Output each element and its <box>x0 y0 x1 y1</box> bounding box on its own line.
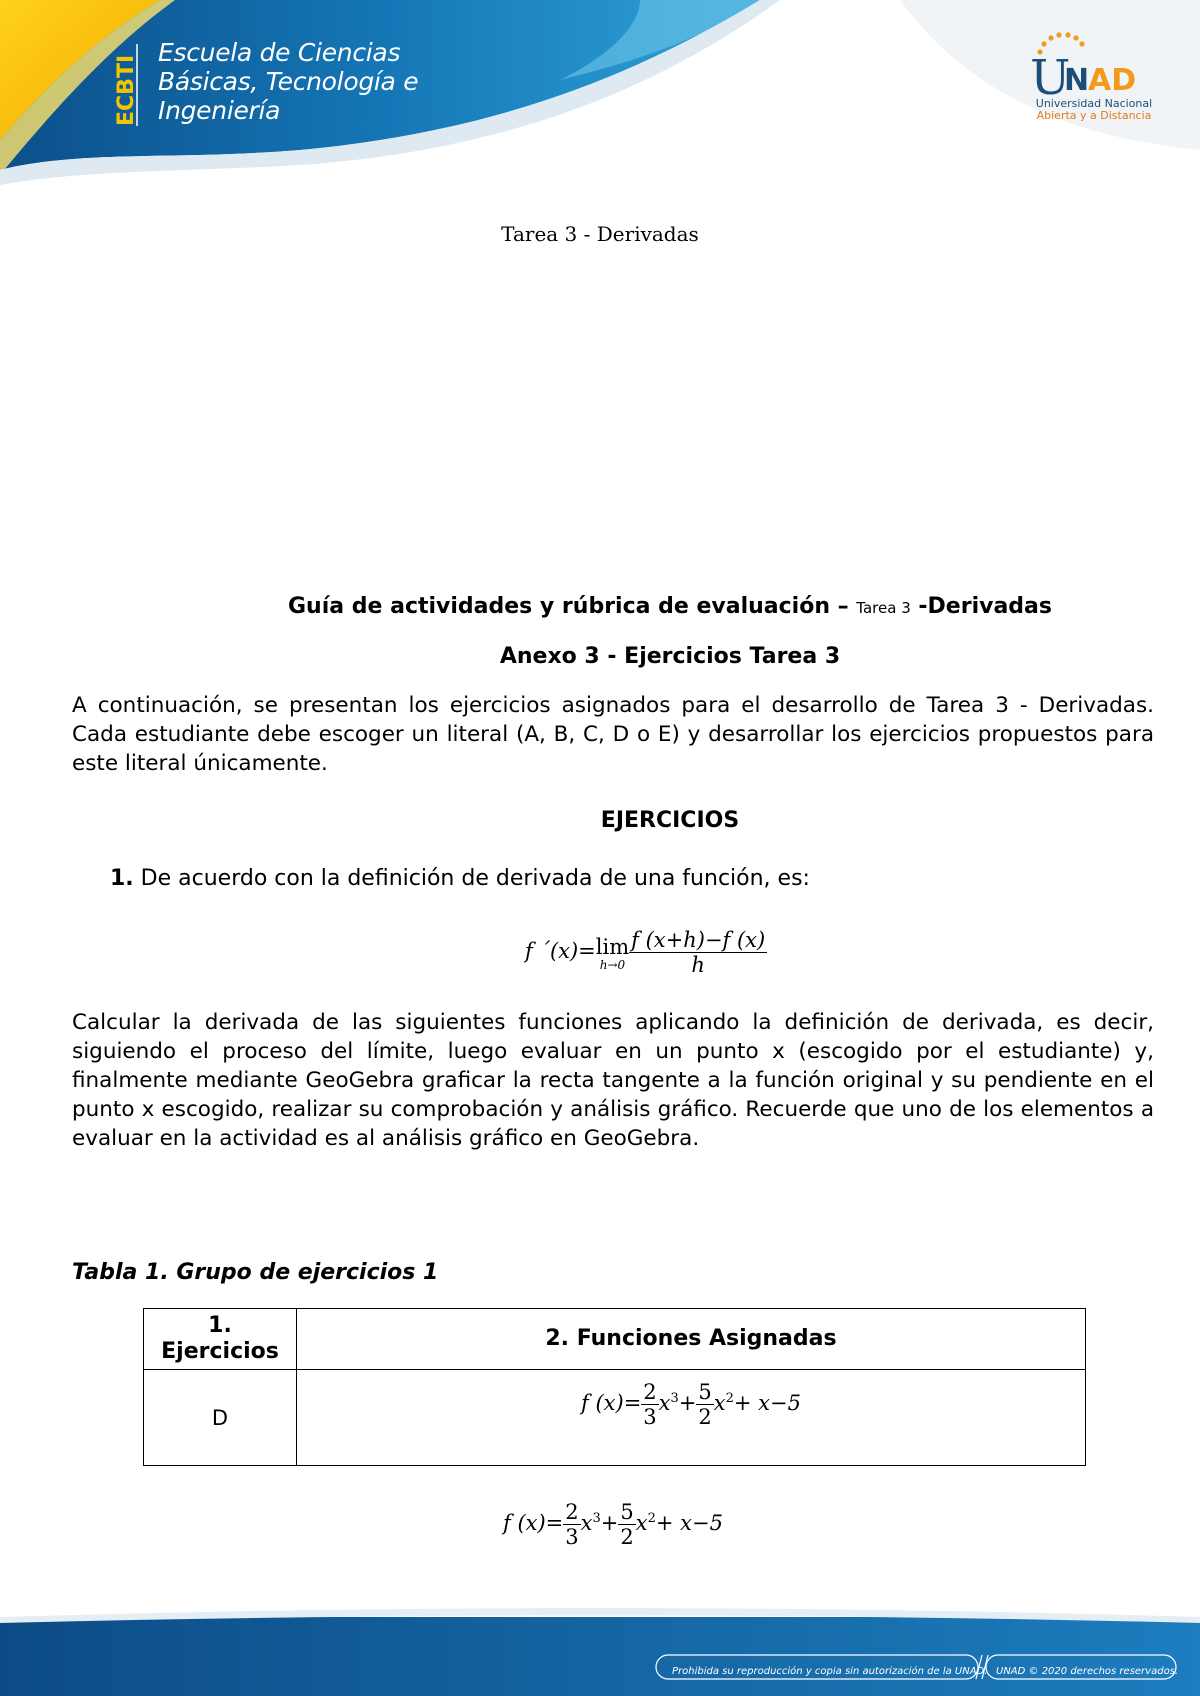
formula-lim-sub: h→0 <box>599 957 626 972</box>
fn-tail: + x−5 <box>733 1391 801 1415</box>
school-name-line2: Básicas, Tecnología e <box>158 67 419 96</box>
table-function-formula <box>581 1380 801 1429</box>
school-name-line3: Ingeniería <box>158 96 281 125</box>
table-caption: Tabla 1. Grupo de ejercicios 1 <box>72 1260 439 1285</box>
table-header-ejercicios-text: 1. Ejercicios <box>161 1313 279 1364</box>
ecbti-vertical-label <box>113 42 139 128</box>
formula-limit <box>596 935 629 971</box>
guide-title <box>0 594 1200 619</box>
fn-p3: 3 <box>670 1391 679 1406</box>
exercise-item-1 <box>110 866 810 891</box>
fn2-lhs: f (x)= <box>503 1511 564 1535</box>
footer-copy-notice: Prohibida su reproducción y copia sin autorización de la UNAD. <box>672 1666 988 1677</box>
document-title: Tarea 3 - Derivadas <box>501 222 699 246</box>
school-name-line1: Escuela de Ciencias <box>158 38 401 67</box>
footer-band <box>0 1605 1200 1696</box>
guide-title-part-b: -Derivadas <box>910 594 1052 619</box>
table-header-row <box>144 1309 1086 1370</box>
instructions-paragraph: Calcular la derivada de las siguientes funciones aplicando la definición de derivada, es decir, siguiendo el proceso del límite, luego evaluar en un punto x (escogido por el estudiante) y, finalmente mediante GeoGebra graficar la recta tangente a la función original y su pendiente en el punto x escogido, realizar su comprobación y análisis gráfico. Recuerde que uno de los elementos a evaluar en la actividad es al análisis gráfico en GeoGebra. <box>72 1010 1154 1151</box>
fn2-frac-a <box>563 1500 580 1549</box>
table-cell-literal: D <box>144 1370 297 1466</box>
annex-title: Anexo 3 - Ejercicios Tarea 3 <box>499 644 841 669</box>
ejercicios-heading: EJERCICIOS <box>600 808 740 833</box>
unad-caption-line2: Abierta y a Distancia <box>1036 109 1152 122</box>
fn-x3: x <box>658 1391 671 1415</box>
table-cell-function <box>297 1370 1086 1466</box>
guide-title-small: Tarea 3 <box>856 599 911 617</box>
fn-lhs: f (x)= <box>581 1391 642 1415</box>
fn-frac-b-num: 5 <box>698 1380 712 1404</box>
derivative-definition-formula <box>525 928 767 977</box>
fn2-plus: + <box>600 1511 619 1535</box>
formula-fraction <box>629 928 767 977</box>
svg-text:ECBTI: ECBTI <box>114 54 139 126</box>
guide-title-part-a: Guía de actividades y rúbrica de evaluación – <box>288 594 857 619</box>
fn2-frac-b-num: 5 <box>620 1500 634 1524</box>
fn2-p2: 2 <box>647 1511 656 1526</box>
fn2-x3: x <box>580 1511 593 1535</box>
fn2-tail: + x−5 <box>655 1511 723 1535</box>
fn-frac-a <box>641 1380 658 1429</box>
formula-numerator: f (x+h)−f (x) <box>631 928 766 952</box>
formula-lhs: f ´(x)= <box>525 939 596 963</box>
function-formula <box>503 1500 723 1549</box>
fn2-x2: x <box>635 1511 648 1535</box>
fn2-p3: 3 <box>592 1511 601 1526</box>
intro-paragraph: A continuación, se presentan los ejercicios asignados para el desarrollo de Tarea 3 - Derivadas. Cada estudiante debe escoger un literal (A, B, C, D o E) y desarrollar los ejercicios propuestos para este literal únicamente. <box>72 693 1154 776</box>
fn2-frac-b <box>618 1500 635 1549</box>
unad-caption-line1: Universidad Nacional <box>1035 97 1153 110</box>
formula-denominator: h <box>691 953 705 977</box>
school-name <box>158 38 418 125</box>
table-row <box>144 1370 1086 1466</box>
table-header-funciones: 2. Funciones Asignadas <box>297 1309 1086 1370</box>
fn-frac-b-den: 2 <box>698 1405 712 1429</box>
table-header-ejercicios <box>144 1309 297 1370</box>
fn-frac-a-den: 3 <box>643 1405 657 1429</box>
fn2-frac-b-den: 2 <box>620 1525 634 1549</box>
exercise-item-number: 1. <box>110 866 134 891</box>
unad-logo-n: N <box>1064 63 1090 98</box>
unad-logo-ad: AD <box>1088 63 1137 98</box>
footer-rights: UNAD © 2020 derechos reservados. <box>996 1666 1179 1677</box>
fn-frac-b <box>696 1380 713 1429</box>
exercises-table <box>143 1308 1086 1466</box>
fn-p2: 2 <box>725 1391 734 1406</box>
exercise-item-text: De acuerdo con la definición de derivada de una función, es: <box>133 866 810 891</box>
fn-plus: + <box>678 1391 697 1415</box>
fn2-frac-a-den: 3 <box>565 1525 579 1549</box>
fn-x2: x <box>713 1391 726 1415</box>
unad-logo-u: U <box>1030 50 1071 106</box>
fn2-frac-a-num: 2 <box>565 1500 579 1524</box>
fn-frac-a-num: 2 <box>643 1380 657 1404</box>
unad-logo-caption <box>1014 98 1174 122</box>
formula-lim: lim <box>595 934 630 959</box>
